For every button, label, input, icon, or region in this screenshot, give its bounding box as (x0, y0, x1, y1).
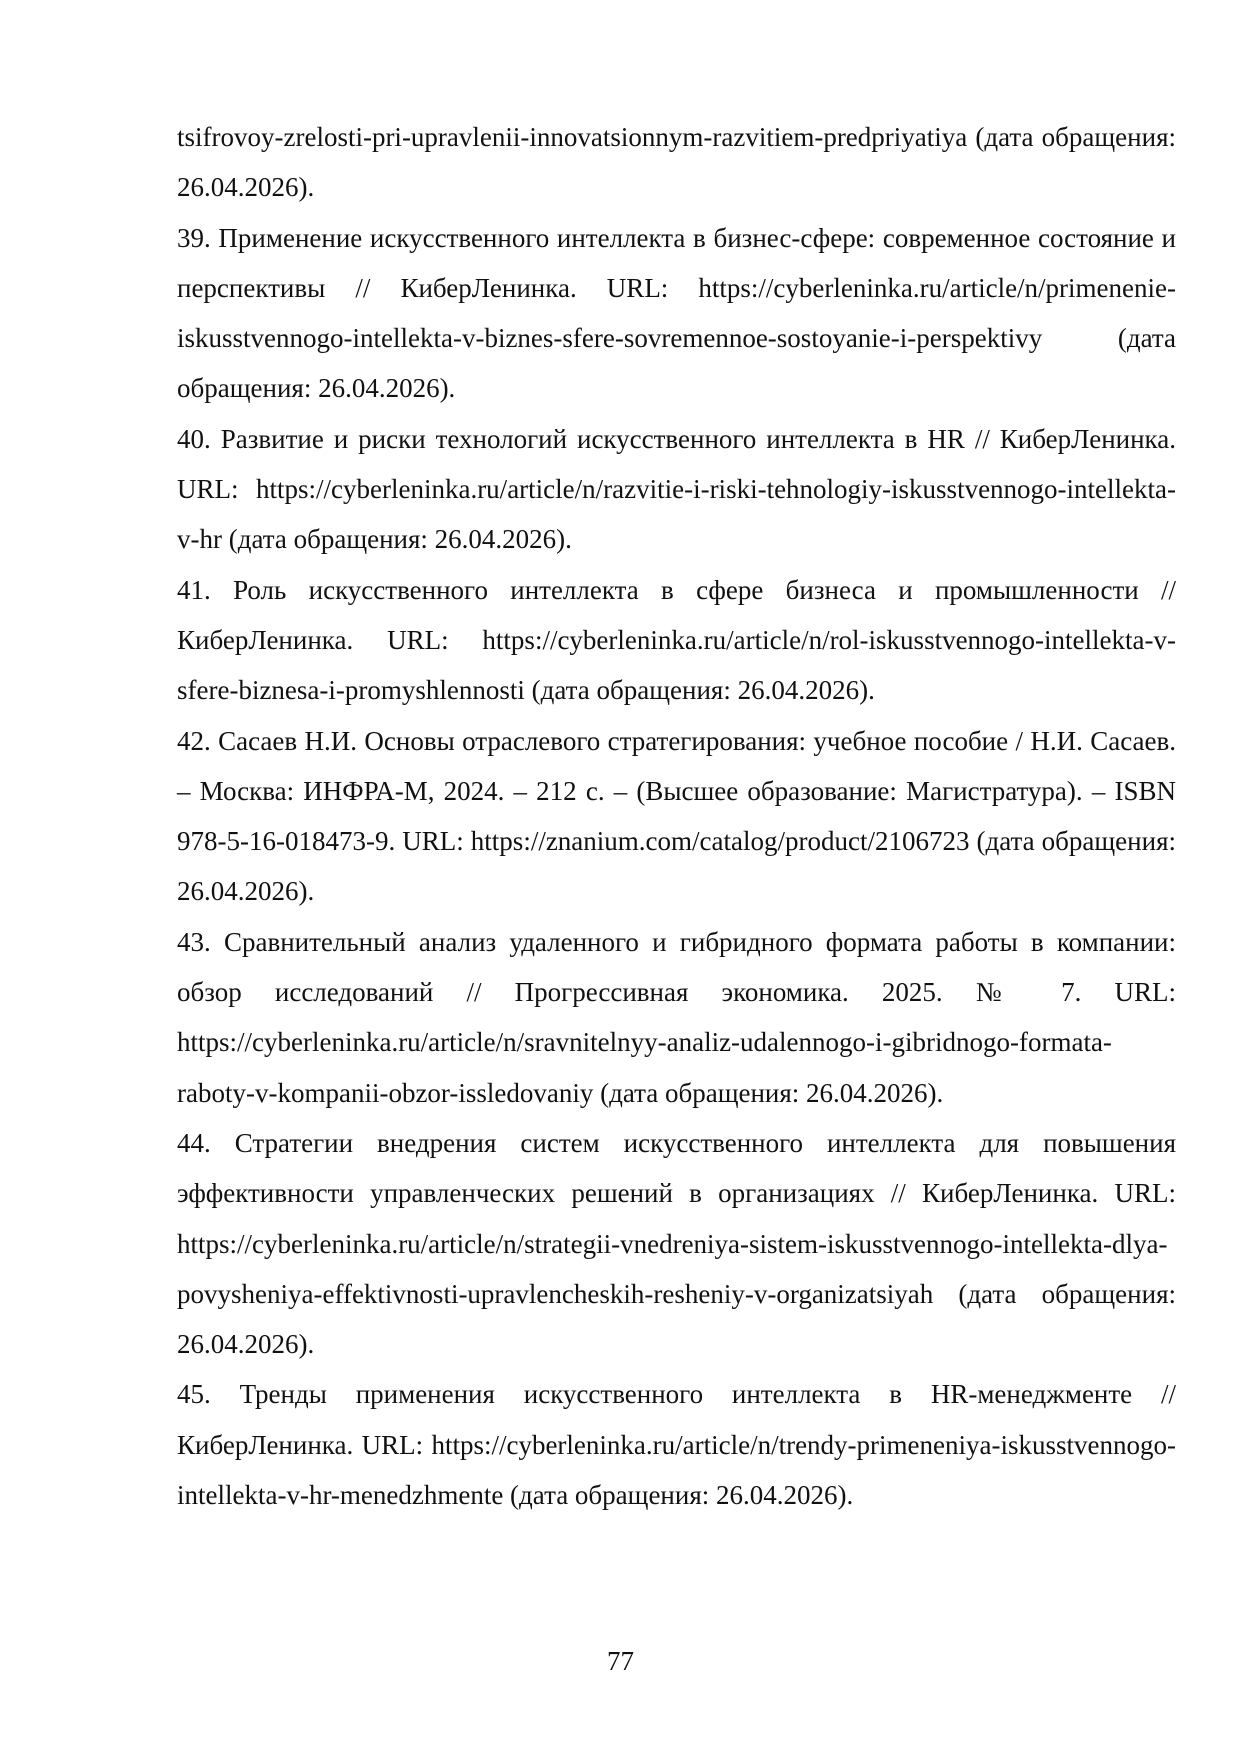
reference-item-43 (177, 917, 1176, 1118)
reference-text: Роль искусственного интеллекта в сфере бизнеса и промышленности // КиберЛенинка. URL: https://cyberleninka.ru/article/n/rol-iskusstvennogo-intellekta-v-sfere-biznesa-i-promyshlennosti (дата обращения: 26.04.2026). (177, 574, 1176, 706)
reference-number: 43. (177, 926, 211, 957)
reference-text: Развитие и риски технологий искусственного интеллекта в HR // КиберЛенинка. URL: https://cyberleninka.ru/article/n/razvitie-i-riski-tehnologiy-iskusstvennogo-intellekta-v-hr (дата обращения: 26.04.2026). (177, 423, 1177, 555)
reference-number: 41. (177, 574, 211, 605)
reference-number: 40. (177, 423, 211, 454)
reference-number: 39. (177, 222, 211, 253)
page-number: 77 (607, 1646, 634, 1676)
reference-item-40 (177, 414, 1176, 565)
reference-item-39 (177, 213, 1176, 414)
reference-text: tsifrovoy-zrelosti-pri-upravlenii-innovatsionnym-razvitiem-predpriyatiya (дата обращения: 26.04.2026). (177, 122, 1176, 203)
reference-text: Сравнительный анализ удаленного и гибридного формата работы в компании: обзор исследований // Прогрессивная экономика. 2025. № 7. URL: https://cyberleninka.ru/article/n/sravnitelnyy-analiz-udalennogo-i-gibridnogo-formata-raboty-v-kompanii-obzor-issledovaniy (дата обращения: 26.04.2026). (177, 926, 1176, 1108)
reference-number: 42. (177, 725, 211, 756)
reference-item-44 (177, 1118, 1176, 1369)
reference-number: 45. (177, 1379, 211, 1410)
reference-text: Стратегии внедрения систем искусственного интеллекта для повышения эффективности управленческих решений в организациях // КиберЛенинка. URL: https://cyberleninka.ru/article/n/strategii-vnedreniya-sistem-iskusstvennogo-intellekta-dlya-povysheniya-effektivnosti-upravlencheskih-resheniy-v-organizatsiyah (дата обращения: 26.04.2026). (177, 1127, 1177, 1360)
reference-item-45 (177, 1369, 1176, 1520)
reference-number: 44. (177, 1127, 211, 1158)
reference-item-42 (177, 716, 1176, 917)
reference-text: Тренды применения искусственного интеллекта в HR-менеджменте // КиберЛенинка. URL: https://cyberleninka.ru/article/n/trendy-primeneniya-iskusstvennogo-intellekta-v-hr-menedzhmente (дата обращения: 26.04.2026). (177, 1379, 1176, 1511)
reference-list (177, 112, 1176, 1520)
reference-text: Сасаев Н.И. Основы отраслевого стратегирования: учебное пособие / Н.И. Сасаев. – Москва: ИНФРА-М, 2024. – 212 с. – (Высшее образование: Магистратура). – ISBN 978-5-16-018473-9. URL: https://znanium.com/catalog/product/2106723 (дата обращения: 26.04.2026). (177, 725, 1177, 907)
reference-item-continued (177, 112, 1176, 213)
reference-text: Применение искусственного интеллекта в бизнес-сфере: современное состояние и перспективы // КиберЛенинка. URL: https://cyberleninka.ru/article/n/primenenie-iskusstvennogo-intellekta-v-biznes-sfere-sovremennoe-sostoyanie-i-perspektivy (дата обращения: 26.04.2026). (177, 222, 1176, 404)
reference-item-41 (177, 565, 1176, 716)
